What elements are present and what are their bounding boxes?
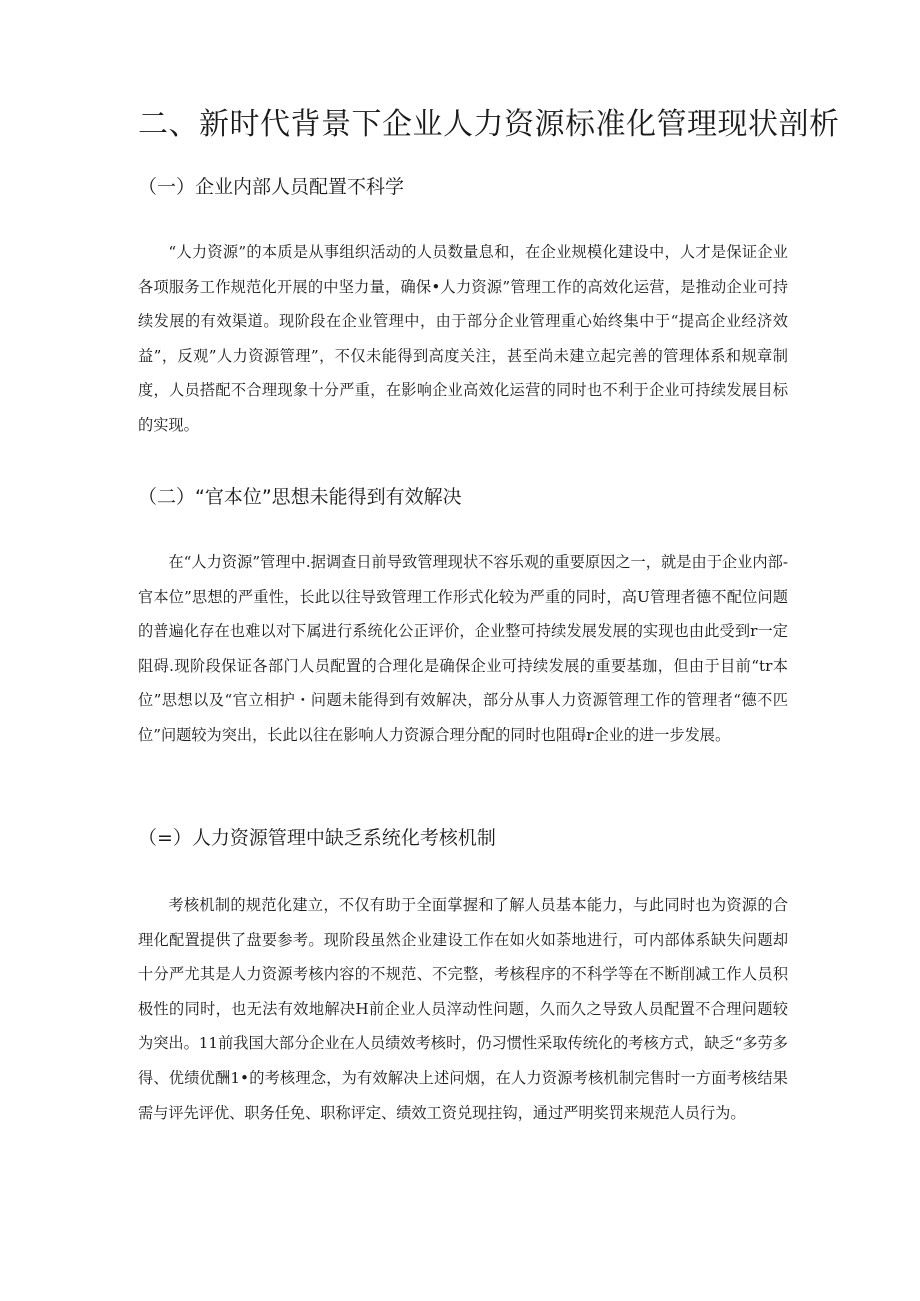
page-title: 二、新时代背景下企业人力资源标准化管理现状剖析 <box>138 107 840 142</box>
section-1 <box>138 173 788 443</box>
section-paragraph: “人力资源”的本质是从事组织活动的人员数量息和，在企业规模化建设中，人才是保证企业各项服务工作规范化开展的中坚力量，确保•人力资源”管理工作的高效化运营，是推动企业可持续发展的有效渠道。现阶段在企业管理中，由于部分企业管理重心始终集中于“提高企业经济效益”，反观”人力资源管理”，不仅未能得到高度关注，甚至尚未建立起完善的管理体系和规章制度，人员搭配不合理现象十分严重，在影响企业高效化运营的同时也不利于企业可持续发展目标的实现。 <box>138 243 788 434</box>
section-heading: （=）人力资源管理中缺乏系统化考核机制 <box>138 827 496 849</box>
section-paragraph: 考核机制的规范化建立，不仅有助于全面掌握和了解人员基本能力，与此同时也为资源的合理化配置提供了盘要参考。现阶段虽然企业建设工作在如火如荼地进行，可内部体系缺失问题却十分严尤其是人力资源考核内容的不规范、不完整，考核程序的不科学等在不断削减工作人员积极性的同时，也无法有效地解决H前企业人员滓动性问题，久而久之导致人员配置不合理问题较为突出。11前我国大部分企业在人员绩效考核时，仍习惯性采取传统化的考核方式，缺乏“多劳多得、优绩优酬1•的考核理念，为有效解决上述问烟，在人力资源考核机制完售时一方面考核结果需与评先评优、职务任免、职称评定、绩效工资兑现拄钩，通过严明奖罚来规范人员行为。 <box>138 896 788 1122</box>
section-heading: （二）“官本位”思想未能得到有效解决 <box>138 486 462 508</box>
section-2 <box>138 483 788 753</box>
section-heading: （一）企业内部人员配置不科学 <box>138 176 405 198</box>
section-paragraph: 在“人力资源”管理中.据调查日前导致管理现状不容乐观的重要原因之一，就是由于企业内部-官本位”思想的严重性，长此以往导致管理工作形式化较为严重的同时，高U管理者德不配位问题的普遍化存在也难以对下属进行系统化公正评价，企业整可持续发展发展的实现也由此受到r一定阻碍.现阶段保证各部门人员配置的合理化是确保企业可持续发展的重要基珈，但由于目前“tr本位”思想以及“官立相护・问题未能得到有效解决，部分从事人力资源管理工作的管理者“德不匹位”问题较为突出，长此以往在影响人力资源合理分配的同时也阻碍r企业的进一步发展。 <box>138 553 788 744</box>
section-3 <box>138 824 788 1130</box>
